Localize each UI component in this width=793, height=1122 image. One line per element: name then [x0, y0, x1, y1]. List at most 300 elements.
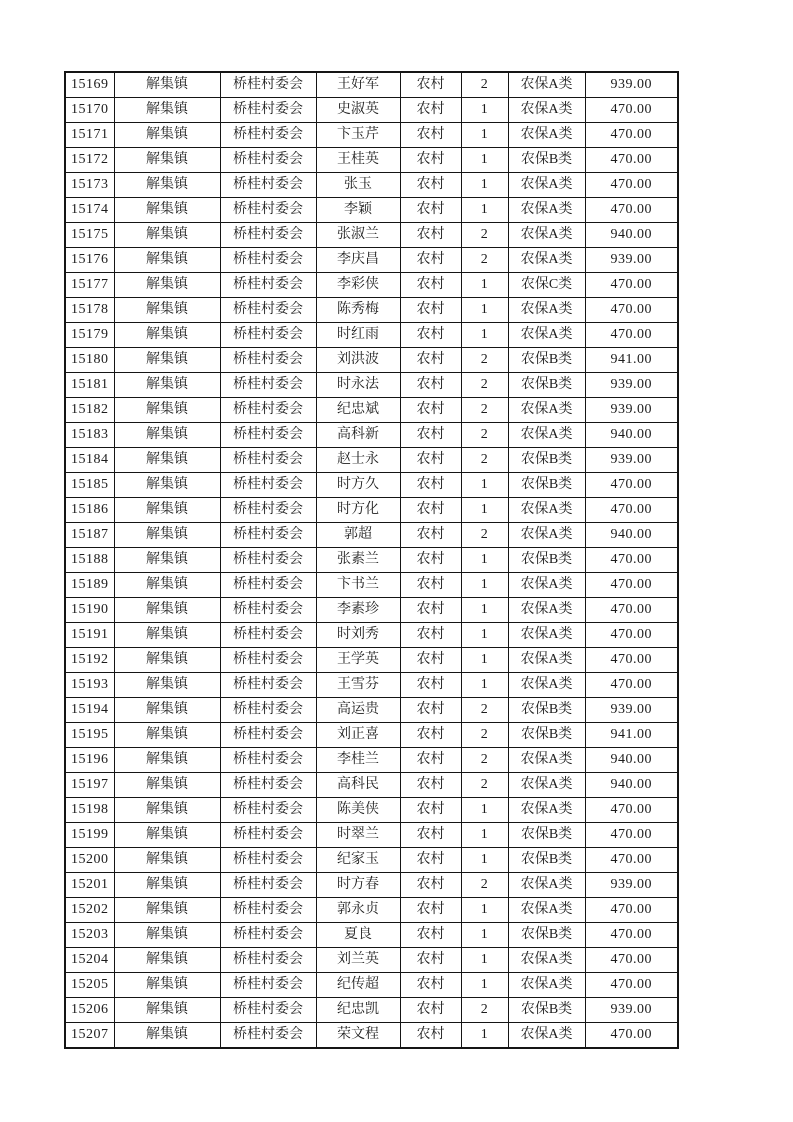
cell-village-committee: 桥桂村委会 — [220, 873, 316, 898]
cell-person-name: 卞书兰 — [316, 573, 400, 598]
cell-town: 解集镇 — [114, 273, 220, 298]
cell-insurance-category: 农保A类 — [508, 748, 585, 773]
cell-person-count: 1 — [461, 498, 508, 523]
cell-amount: 470.00 — [585, 298, 678, 323]
cell-town: 解集镇 — [114, 648, 220, 673]
cell-village-committee: 桥桂村委会 — [220, 848, 316, 873]
cell-village-committee: 桥桂村委会 — [220, 123, 316, 148]
cell-person-name: 郭超 — [316, 523, 400, 548]
table-row — [65, 198, 678, 223]
cell-town: 解集镇 — [114, 898, 220, 923]
table-row — [65, 998, 678, 1023]
cell-record-id: 15183 — [65, 423, 114, 448]
cell-person-count: 1 — [461, 123, 508, 148]
cell-residence-type: 农村 — [400, 98, 461, 123]
cell-person-name: 张素兰 — [316, 548, 400, 573]
cell-record-id: 15182 — [65, 398, 114, 423]
cell-town: 解集镇 — [114, 72, 220, 98]
table-row — [65, 273, 678, 298]
cell-person-count: 1 — [461, 298, 508, 323]
table-row — [65, 673, 678, 698]
cell-amount: 470.00 — [585, 648, 678, 673]
cell-amount: 470.00 — [585, 948, 678, 973]
cell-town: 解集镇 — [114, 848, 220, 873]
cell-town: 解集镇 — [114, 823, 220, 848]
cell-village-committee: 桥桂村委会 — [220, 448, 316, 473]
cell-residence-type: 农村 — [400, 748, 461, 773]
cell-amount: 470.00 — [585, 623, 678, 648]
table-row — [65, 598, 678, 623]
cell-residence-type: 农村 — [400, 898, 461, 923]
cell-amount: 939.00 — [585, 248, 678, 273]
cell-town: 解集镇 — [114, 798, 220, 823]
cell-amount: 939.00 — [585, 72, 678, 98]
table-row — [65, 573, 678, 598]
cell-town: 解集镇 — [114, 248, 220, 273]
cell-record-id: 15185 — [65, 473, 114, 498]
table-row — [65, 973, 678, 998]
cell-insurance-category: 农保A类 — [508, 623, 585, 648]
cell-record-id: 15199 — [65, 823, 114, 848]
cell-person-name: 李素珍 — [316, 598, 400, 623]
cell-person-name: 纪忠凯 — [316, 998, 400, 1023]
cell-village-committee: 桥桂村委会 — [220, 573, 316, 598]
cell-village-committee: 桥桂村委会 — [220, 723, 316, 748]
cell-amount: 470.00 — [585, 898, 678, 923]
cell-town: 解集镇 — [114, 498, 220, 523]
cell-person-count: 1 — [461, 973, 508, 998]
cell-person-count: 1 — [461, 923, 508, 948]
cell-person-name: 时刘秀 — [316, 623, 400, 648]
table-row — [65, 623, 678, 648]
cell-person-name: 郭永贞 — [316, 898, 400, 923]
cell-insurance-category: 农保B类 — [508, 823, 585, 848]
table-row — [65, 473, 678, 498]
cell-person-count: 2 — [461, 523, 508, 548]
cell-residence-type: 农村 — [400, 523, 461, 548]
cell-village-committee: 桥桂村委会 — [220, 298, 316, 323]
cell-amount: 470.00 — [585, 598, 678, 623]
table-row — [65, 848, 678, 873]
cell-town: 解集镇 — [114, 673, 220, 698]
cell-amount: 470.00 — [585, 273, 678, 298]
cell-amount: 939.00 — [585, 873, 678, 898]
cell-amount: 470.00 — [585, 173, 678, 198]
cell-record-id: 15196 — [65, 748, 114, 773]
cell-town: 解集镇 — [114, 223, 220, 248]
cell-person-count: 2 — [461, 998, 508, 1023]
pension-roster-table — [64, 71, 679, 1049]
cell-person-name: 刘兰英 — [316, 948, 400, 973]
table-row — [65, 698, 678, 723]
cell-person-count: 1 — [461, 98, 508, 123]
cell-amount: 939.00 — [585, 448, 678, 473]
cell-amount: 941.00 — [585, 348, 678, 373]
cell-town: 解集镇 — [114, 398, 220, 423]
table-row — [65, 723, 678, 748]
table-row — [65, 248, 678, 273]
table-row — [65, 823, 678, 848]
cell-residence-type: 农村 — [400, 998, 461, 1023]
cell-person-count: 2 — [461, 773, 508, 798]
cell-record-id: 15203 — [65, 923, 114, 948]
cell-residence-type: 农村 — [400, 223, 461, 248]
cell-record-id: 15177 — [65, 273, 114, 298]
cell-person-count: 1 — [461, 948, 508, 973]
cell-person-name: 时方化 — [316, 498, 400, 523]
cell-town: 解集镇 — [114, 723, 220, 748]
cell-village-committee: 桥桂村委会 — [220, 823, 316, 848]
cell-person-count: 1 — [461, 673, 508, 698]
cell-record-id: 15191 — [65, 623, 114, 648]
cell-town: 解集镇 — [114, 473, 220, 498]
cell-insurance-category: 农保A类 — [508, 873, 585, 898]
cell-record-id: 15174 — [65, 198, 114, 223]
cell-record-id: 15188 — [65, 548, 114, 573]
cell-person-name: 高科民 — [316, 773, 400, 798]
cell-record-id: 15180 — [65, 348, 114, 373]
table-row — [65, 898, 678, 923]
cell-amount: 470.00 — [585, 973, 678, 998]
cell-record-id: 15190 — [65, 598, 114, 623]
cell-person-name: 时永法 — [316, 373, 400, 398]
cell-amount: 939.00 — [585, 373, 678, 398]
cell-amount: 470.00 — [585, 473, 678, 498]
cell-village-committee: 桥桂村委会 — [220, 673, 316, 698]
cell-record-id: 15194 — [65, 698, 114, 723]
cell-residence-type: 农村 — [400, 923, 461, 948]
cell-town: 解集镇 — [114, 373, 220, 398]
cell-person-count: 1 — [461, 323, 508, 348]
cell-residence-type: 农村 — [400, 973, 461, 998]
cell-person-count: 1 — [461, 623, 508, 648]
cell-amount: 940.00 — [585, 773, 678, 798]
cell-person-name: 李庆昌 — [316, 248, 400, 273]
cell-record-id: 15200 — [65, 848, 114, 873]
cell-insurance-category: 农保A类 — [508, 598, 585, 623]
cell-insurance-category: 农保A类 — [508, 523, 585, 548]
cell-person-name: 时方久 — [316, 473, 400, 498]
cell-residence-type: 农村 — [400, 673, 461, 698]
table-row — [65, 748, 678, 773]
cell-record-id: 15171 — [65, 123, 114, 148]
cell-amount: 470.00 — [585, 573, 678, 598]
cell-person-count: 2 — [461, 873, 508, 898]
cell-residence-type: 农村 — [400, 198, 461, 223]
cell-record-id: 15189 — [65, 573, 114, 598]
cell-village-committee: 桥桂村委会 — [220, 998, 316, 1023]
cell-person-count: 2 — [461, 398, 508, 423]
cell-amount: 470.00 — [585, 148, 678, 173]
cell-town: 解集镇 — [114, 923, 220, 948]
cell-person-count: 1 — [461, 198, 508, 223]
cell-person-name: 卞玉芹 — [316, 123, 400, 148]
cell-amount: 939.00 — [585, 698, 678, 723]
cell-amount: 940.00 — [585, 423, 678, 448]
cell-amount: 470.00 — [585, 498, 678, 523]
cell-person-name: 刘洪波 — [316, 348, 400, 373]
table-row — [65, 873, 678, 898]
cell-village-committee: 桥桂村委会 — [220, 498, 316, 523]
cell-insurance-category: 农保A类 — [508, 948, 585, 973]
table-row — [65, 548, 678, 573]
cell-insurance-category: 农保A类 — [508, 223, 585, 248]
cell-village-committee: 桥桂村委会 — [220, 173, 316, 198]
cell-residence-type: 农村 — [400, 823, 461, 848]
cell-insurance-category: 农保B类 — [508, 373, 585, 398]
cell-residence-type: 农村 — [400, 498, 461, 523]
cell-village-committee: 桥桂村委会 — [220, 98, 316, 123]
cell-record-id: 15205 — [65, 973, 114, 998]
cell-insurance-category: 农保B类 — [508, 548, 585, 573]
cell-amount: 470.00 — [585, 548, 678, 573]
cell-person-name: 纪忠斌 — [316, 398, 400, 423]
cell-person-count: 1 — [461, 473, 508, 498]
cell-person-name: 王雪芬 — [316, 673, 400, 698]
cell-residence-type: 农村 — [400, 1023, 461, 1049]
table-row — [65, 148, 678, 173]
cell-insurance-category: 农保A类 — [508, 673, 585, 698]
table-row — [65, 1023, 678, 1049]
cell-record-id: 15178 — [65, 298, 114, 323]
cell-insurance-category: 农保B类 — [508, 723, 585, 748]
cell-residence-type: 农村 — [400, 798, 461, 823]
cell-residence-type: 农村 — [400, 648, 461, 673]
cell-village-committee: 桥桂村委会 — [220, 72, 316, 98]
cell-person-name: 李彩侠 — [316, 273, 400, 298]
cell-village-committee: 桥桂村委会 — [220, 198, 316, 223]
cell-insurance-category: 农保A类 — [508, 98, 585, 123]
cell-record-id: 15204 — [65, 948, 114, 973]
cell-person-name: 时红雨 — [316, 323, 400, 348]
table-row — [65, 72, 678, 98]
cell-town: 解集镇 — [114, 548, 220, 573]
table-row — [65, 223, 678, 248]
cell-amount: 940.00 — [585, 523, 678, 548]
cell-person-count: 1 — [461, 1023, 508, 1049]
cell-person-count: 2 — [461, 373, 508, 398]
cell-residence-type: 农村 — [400, 123, 461, 148]
cell-person-count: 1 — [461, 573, 508, 598]
cell-town: 解集镇 — [114, 148, 220, 173]
cell-town: 解集镇 — [114, 773, 220, 798]
cell-insurance-category: 农保A类 — [508, 72, 585, 98]
cell-residence-type: 农村 — [400, 473, 461, 498]
cell-residence-type: 农村 — [400, 873, 461, 898]
cell-insurance-category: 农保A类 — [508, 798, 585, 823]
cell-amount: 470.00 — [585, 98, 678, 123]
cell-person-count: 2 — [461, 448, 508, 473]
cell-person-count: 2 — [461, 698, 508, 723]
table-row — [65, 923, 678, 948]
cell-residence-type: 农村 — [400, 248, 461, 273]
cell-record-id: 15179 — [65, 323, 114, 348]
table-body — [65, 72, 678, 1048]
cell-person-name: 高科新 — [316, 423, 400, 448]
cell-record-id: 15186 — [65, 498, 114, 523]
cell-insurance-category: 农保A类 — [508, 198, 585, 223]
cell-village-committee: 桥桂村委会 — [220, 348, 316, 373]
cell-record-id: 15193 — [65, 673, 114, 698]
cell-village-committee: 桥桂村委会 — [220, 648, 316, 673]
table-row — [65, 98, 678, 123]
cell-person-count: 2 — [461, 723, 508, 748]
cell-village-committee: 桥桂村委会 — [220, 148, 316, 173]
cell-village-committee: 桥桂村委会 — [220, 973, 316, 998]
cell-person-name: 时方春 — [316, 873, 400, 898]
cell-town: 解集镇 — [114, 123, 220, 148]
cell-village-committee: 桥桂村委会 — [220, 773, 316, 798]
cell-residence-type: 农村 — [400, 323, 461, 348]
table-row — [65, 948, 678, 973]
cell-amount: 941.00 — [585, 723, 678, 748]
cell-record-id: 15198 — [65, 798, 114, 823]
cell-residence-type: 农村 — [400, 448, 461, 473]
cell-village-committee: 桥桂村委会 — [220, 898, 316, 923]
cell-person-name: 张淑兰 — [316, 223, 400, 248]
cell-amount: 470.00 — [585, 823, 678, 848]
cell-village-committee: 桥桂村委会 — [220, 323, 316, 348]
cell-insurance-category: 农保B类 — [508, 848, 585, 873]
cell-insurance-category: 农保A类 — [508, 323, 585, 348]
cell-town: 解集镇 — [114, 198, 220, 223]
cell-residence-type: 农村 — [400, 548, 461, 573]
cell-insurance-category: 农保C类 — [508, 273, 585, 298]
cell-residence-type: 农村 — [400, 348, 461, 373]
cell-village-committee: 桥桂村委会 — [220, 523, 316, 548]
cell-town: 解集镇 — [114, 1023, 220, 1049]
cell-person-count: 1 — [461, 823, 508, 848]
cell-town: 解集镇 — [114, 98, 220, 123]
cell-person-count: 2 — [461, 223, 508, 248]
cell-town: 解集镇 — [114, 873, 220, 898]
cell-amount: 939.00 — [585, 398, 678, 423]
cell-town: 解集镇 — [114, 973, 220, 998]
table-row — [65, 773, 678, 798]
cell-town: 解集镇 — [114, 573, 220, 598]
table-row — [65, 423, 678, 448]
cell-amount: 470.00 — [585, 798, 678, 823]
cell-person-name: 陈美侠 — [316, 798, 400, 823]
cell-person-name: 夏良 — [316, 923, 400, 948]
cell-village-committee: 桥桂村委会 — [220, 923, 316, 948]
cell-person-name: 高运贵 — [316, 698, 400, 723]
cell-record-id: 15202 — [65, 898, 114, 923]
cell-residence-type: 农村 — [400, 373, 461, 398]
cell-village-committee: 桥桂村委会 — [220, 698, 316, 723]
cell-insurance-category: 农保A类 — [508, 573, 585, 598]
cell-insurance-category: 农保B类 — [508, 448, 585, 473]
cell-person-name: 赵士永 — [316, 448, 400, 473]
cell-town: 解集镇 — [114, 173, 220, 198]
cell-village-committee: 桥桂村委会 — [220, 623, 316, 648]
cell-amount: 940.00 — [585, 223, 678, 248]
cell-person-count: 2 — [461, 72, 508, 98]
cell-person-count: 2 — [461, 348, 508, 373]
cell-village-committee: 桥桂村委会 — [220, 798, 316, 823]
cell-person-name: 王好军 — [316, 72, 400, 98]
cell-insurance-category: 农保A类 — [508, 973, 585, 998]
cell-record-id: 15181 — [65, 373, 114, 398]
cell-village-committee: 桥桂村委会 — [220, 598, 316, 623]
cell-person-count: 1 — [461, 273, 508, 298]
cell-amount: 470.00 — [585, 923, 678, 948]
cell-person-count: 1 — [461, 598, 508, 623]
cell-person-count: 1 — [461, 548, 508, 573]
cell-record-id: 15175 — [65, 223, 114, 248]
cell-village-committee: 桥桂村委会 — [220, 423, 316, 448]
cell-insurance-category: 农保A类 — [508, 398, 585, 423]
cell-record-id: 15176 — [65, 248, 114, 273]
cell-insurance-category: 农保B类 — [508, 923, 585, 948]
table-row — [65, 373, 678, 398]
table-row — [65, 123, 678, 148]
cell-record-id: 15173 — [65, 173, 114, 198]
cell-town: 解集镇 — [114, 598, 220, 623]
cell-person-name: 荣文程 — [316, 1023, 400, 1049]
cell-person-count: 1 — [461, 173, 508, 198]
cell-village-committee: 桥桂村委会 — [220, 1023, 316, 1049]
cell-town: 解集镇 — [114, 298, 220, 323]
cell-insurance-category: 农保A类 — [508, 423, 585, 448]
cell-amount: 939.00 — [585, 998, 678, 1023]
table-row — [65, 523, 678, 548]
cell-insurance-category: 农保A类 — [508, 498, 585, 523]
table-row — [65, 648, 678, 673]
cell-town: 解集镇 — [114, 748, 220, 773]
cell-person-name: 张玉 — [316, 173, 400, 198]
table-row — [65, 173, 678, 198]
cell-amount: 940.00 — [585, 748, 678, 773]
cell-residence-type: 农村 — [400, 598, 461, 623]
cell-residence-type: 农村 — [400, 848, 461, 873]
cell-insurance-category: 农保A类 — [508, 123, 585, 148]
cell-insurance-category: 农保B类 — [508, 148, 585, 173]
table-row — [65, 798, 678, 823]
cell-record-id: 15197 — [65, 773, 114, 798]
cell-record-id: 15170 — [65, 98, 114, 123]
table-row — [65, 348, 678, 373]
cell-insurance-category: 农保A类 — [508, 648, 585, 673]
cell-person-name: 刘正喜 — [316, 723, 400, 748]
cell-amount: 470.00 — [585, 123, 678, 148]
cell-amount: 470.00 — [585, 848, 678, 873]
cell-record-id: 15184 — [65, 448, 114, 473]
cell-record-id: 15201 — [65, 873, 114, 898]
cell-amount: 470.00 — [585, 323, 678, 348]
cell-village-committee: 桥桂村委会 — [220, 248, 316, 273]
cell-person-count: 1 — [461, 148, 508, 173]
cell-insurance-category: 农保B类 — [508, 998, 585, 1023]
table-row — [65, 498, 678, 523]
cell-record-id: 15172 — [65, 148, 114, 173]
cell-insurance-category: 农保B类 — [508, 348, 585, 373]
cell-insurance-category: 农保A类 — [508, 773, 585, 798]
cell-insurance-category: 农保A类 — [508, 298, 585, 323]
cell-record-id: 15187 — [65, 523, 114, 548]
cell-town: 解集镇 — [114, 523, 220, 548]
table-row — [65, 323, 678, 348]
cell-residence-type: 农村 — [400, 623, 461, 648]
cell-insurance-category: 农保A类 — [508, 898, 585, 923]
cell-village-committee: 桥桂村委会 — [220, 398, 316, 423]
cell-person-count: 2 — [461, 423, 508, 448]
cell-person-name: 史淑英 — [316, 98, 400, 123]
table-row — [65, 448, 678, 473]
cell-residence-type: 农村 — [400, 273, 461, 298]
cell-town: 解集镇 — [114, 448, 220, 473]
cell-town: 解集镇 — [114, 998, 220, 1023]
